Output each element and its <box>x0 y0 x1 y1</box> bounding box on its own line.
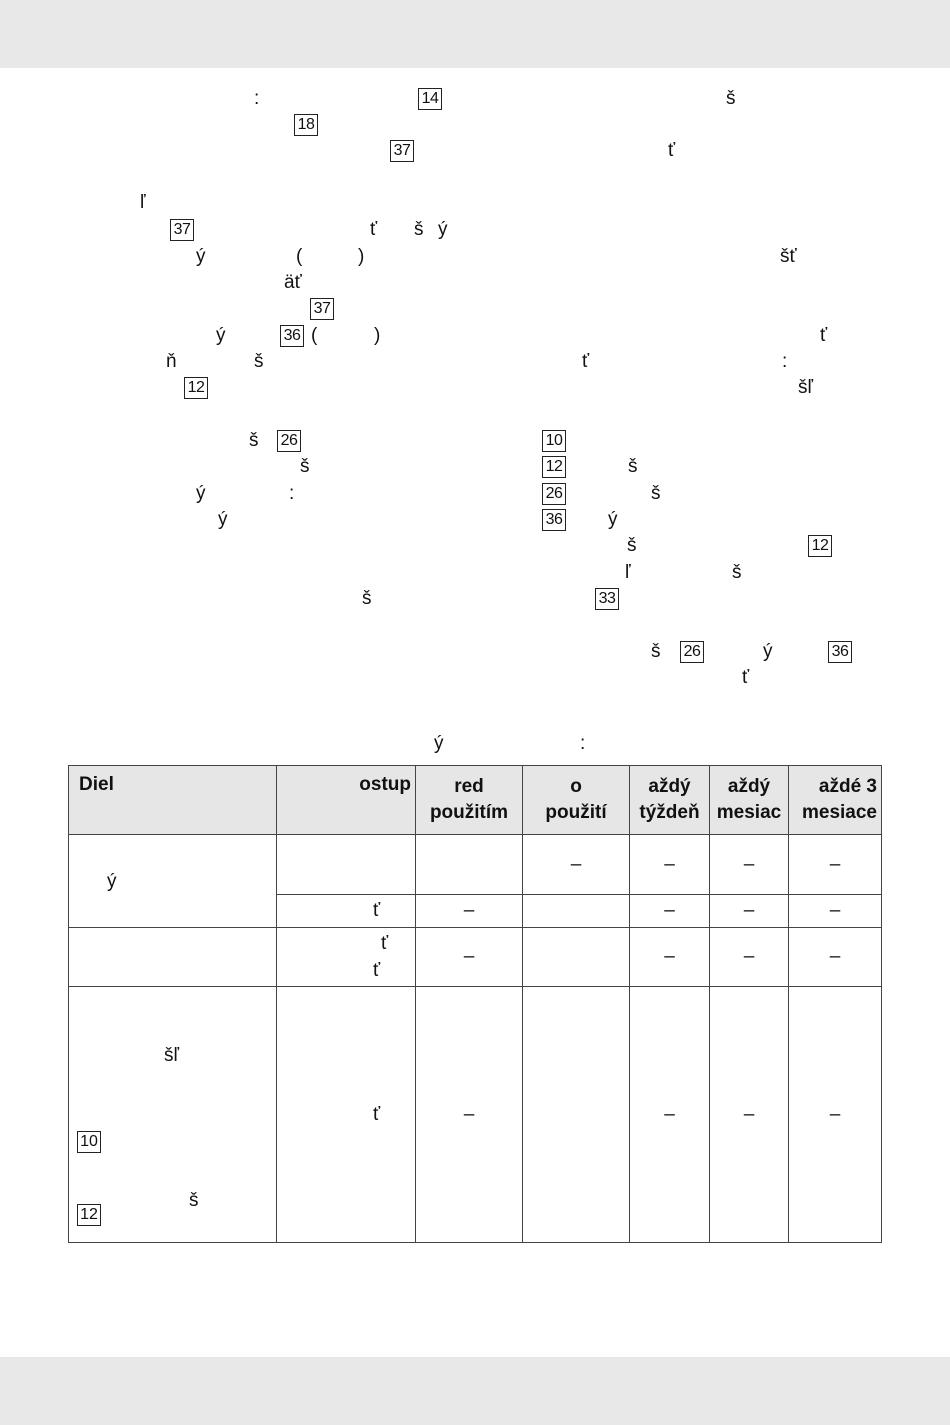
dash-cell: – <box>630 895 710 928</box>
text-fragment: ý <box>218 509 228 530</box>
maintenance-table <box>68 765 882 1243</box>
text-fragment: ( <box>311 325 318 346</box>
part-text: ý <box>107 871 117 892</box>
ref-number: 36 <box>828 641 852 663</box>
header-kazde-3-mesiace: aždé 3 mesiace <box>789 766 882 835</box>
dash-cell: – <box>789 928 882 987</box>
text-fragment: : <box>782 351 788 372</box>
cell <box>523 928 630 987</box>
text-fragment: š <box>254 351 264 372</box>
part-cell <box>69 835 277 928</box>
step-cell <box>277 987 416 1243</box>
ref-number: 37 <box>170 219 194 241</box>
text-fragment: ý <box>438 219 448 240</box>
part-cell <box>69 987 277 1243</box>
step-cell <box>277 928 416 987</box>
header-band <box>0 0 950 68</box>
text-fragment: ý <box>196 483 206 504</box>
dash-cell: – <box>416 987 523 1243</box>
ref-number: 12 <box>808 535 832 557</box>
ref-number: 26 <box>277 430 301 452</box>
ref-number: 12 <box>77 1204 101 1226</box>
step-text: ť <box>373 1104 381 1125</box>
text-fragment: š <box>732 562 742 583</box>
text-fragment: š <box>651 483 661 504</box>
text-fragment: ť <box>820 325 828 346</box>
text-fragment: šť <box>780 246 797 267</box>
text-fragment: ý <box>608 509 618 530</box>
text-fragment: ý <box>196 246 206 267</box>
text-fragment: ý <box>216 325 226 346</box>
text-fragment: š <box>249 430 259 451</box>
header-postup: ostup <box>277 766 416 835</box>
table-caption-fragment: : <box>580 733 586 754</box>
dash-cell: – <box>416 895 523 928</box>
ref-number: 10 <box>77 1131 101 1153</box>
table-header-row <box>69 766 882 835</box>
text-fragment: : <box>254 88 260 109</box>
dash-cell: – <box>710 895 789 928</box>
text-fragment: ) <box>358 246 365 267</box>
text-fragment: š <box>300 456 310 477</box>
ref-number: 37 <box>310 298 334 320</box>
table-row <box>69 835 882 895</box>
ref-number: 36 <box>542 509 566 531</box>
dash-cell: – <box>789 987 882 1243</box>
ref-number: 14 <box>418 88 442 110</box>
part-cell <box>69 928 277 987</box>
part-text: š <box>189 1190 199 1211</box>
ref-number: 26 <box>542 483 566 505</box>
dash-cell: – <box>710 928 789 987</box>
step-text: ť <box>373 900 381 921</box>
step-cell <box>277 835 416 895</box>
header-po-pouziti: o použití <box>523 766 630 835</box>
table-row <box>69 928 882 987</box>
text-fragment: ý <box>763 641 773 662</box>
dash-cell: – <box>789 895 882 928</box>
text-fragment: ) <box>374 325 381 346</box>
dash-cell: – <box>630 987 710 1243</box>
text-fragment: ľ <box>625 562 631 583</box>
text-fragment: ň <box>166 351 177 372</box>
footer-band <box>0 1357 950 1425</box>
text-fragment: š <box>651 641 661 662</box>
ref-number: 33 <box>595 588 619 610</box>
header-kazdy-tyzden: aždý týždeň <box>630 766 710 835</box>
ref-number: 12 <box>184 377 208 399</box>
dash-cell: – <box>710 835 789 895</box>
table-row <box>69 987 882 1243</box>
cell <box>416 835 523 895</box>
dash-cell: – <box>523 835 630 895</box>
table-caption-fragment: ý <box>434 733 444 754</box>
cell <box>523 987 630 1243</box>
text-fragment: ť <box>742 667 750 688</box>
ref-number: 18 <box>294 114 318 136</box>
part-text: šľ <box>164 1045 180 1066</box>
text-fragment: : <box>289 483 295 504</box>
text-fragment: ť <box>370 219 378 240</box>
text-fragment: ľ <box>140 192 146 213</box>
text-fragment: š <box>627 535 637 556</box>
dash-cell: – <box>789 835 882 895</box>
text-fragment: äť <box>284 272 302 293</box>
header-diel: Diel <box>69 766 277 835</box>
dash-cell: – <box>630 928 710 987</box>
ref-number: 37 <box>390 140 414 162</box>
header-pred-pouzitim: red použitím <box>416 766 523 835</box>
text-fragment: ( <box>296 246 303 267</box>
ref-number: 10 <box>542 430 566 452</box>
cell <box>523 895 630 928</box>
ref-number: 26 <box>680 641 704 663</box>
header-kazdy-mesiac: aždý mesiac <box>710 766 789 835</box>
ref-number: 36 <box>280 325 304 347</box>
text-fragment: š <box>362 588 372 609</box>
step-text: ť <box>373 960 381 981</box>
dash-cell: – <box>416 928 523 987</box>
text-fragment: š <box>414 219 424 240</box>
text-fragment: ť <box>582 351 590 372</box>
step-cell <box>277 895 416 928</box>
dash-cell: – <box>710 987 789 1243</box>
text-fragment: ť <box>668 140 676 161</box>
ref-number: 12 <box>542 456 566 478</box>
text-fragment: š <box>628 456 638 477</box>
text-fragment: š <box>726 88 736 109</box>
step-text: ť <box>381 933 389 954</box>
text-fragment: šľ <box>798 377 814 398</box>
dash-cell: – <box>630 835 710 895</box>
